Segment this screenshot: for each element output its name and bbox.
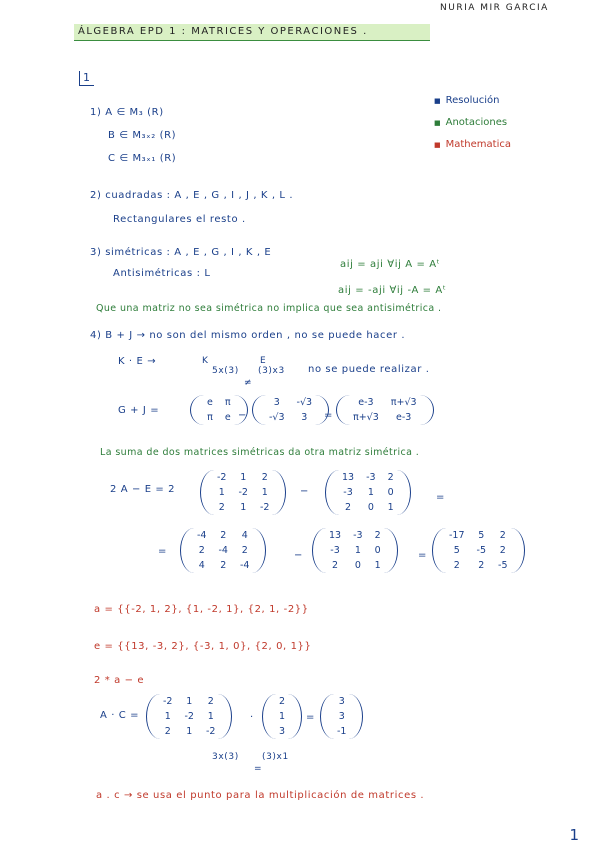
answer-4b: K · E → [118, 356, 157, 367]
matrix-cell: 2 [220, 530, 227, 541]
matrix-cell: -3 [353, 530, 363, 541]
dim-eq: = [254, 764, 263, 774]
note-dot-product: a . c → se usa el punto para la multiplicación de matrices . [96, 790, 425, 801]
matrix-cell: 2 [387, 472, 394, 483]
legend-label: Resolución [445, 95, 500, 106]
matrix-cell: -2 [163, 696, 173, 707]
matrix-cell: 1 [279, 711, 286, 722]
matrix-cell: e-3 [358, 397, 374, 408]
matrix-cell: 3 [279, 726, 286, 737]
matrix-cell: 1 [387, 502, 394, 513]
minus-sign: − [300, 486, 309, 497]
matrix-cell: 3 [338, 696, 345, 707]
matrix-j [252, 395, 329, 425]
matrix-cell: 1 [240, 472, 247, 483]
matrix-cell: -2 [259, 502, 270, 513]
answer-2b: Rectangulares el resto . [113, 214, 246, 225]
gj-label: G + J = [118, 405, 160, 416]
matrix-cell: 2 [345, 502, 352, 513]
dim-neq: ≠ [244, 378, 253, 388]
matrix-cell: 2 [279, 696, 286, 707]
matrix-cell: 1 [374, 560, 381, 571]
matrix-cell: π+√3 [353, 412, 379, 423]
matrix-cell: -2 [238, 487, 248, 498]
page-number: 1 [569, 826, 579, 844]
matrix-cell: 1 [218, 487, 225, 498]
matrix-cell: -3 [330, 545, 340, 556]
matrix-cell: π [224, 397, 231, 408]
matrix-cell: 2 [332, 560, 339, 571]
exercise-number: 1 [83, 71, 91, 84]
matrix-cell: -2 [184, 711, 194, 722]
matrix-cell: 1 [240, 502, 247, 513]
matrix-a-3 [146, 694, 232, 739]
equals-sign: = [436, 492, 445, 503]
equals-sign: = [306, 712, 315, 723]
dim-e: E [260, 356, 267, 366]
matrix-cell: 5 [453, 545, 460, 556]
legend-bullet-icon: ■ [434, 119, 441, 127]
matrix-e-2 [312, 528, 398, 573]
legend-item [434, 90, 511, 112]
matrix-cell: e [224, 412, 231, 423]
matrix-cell: π [207, 412, 213, 423]
matrix-cell: 3 [301, 412, 308, 423]
ac-label: A · C = [100, 710, 140, 721]
matrix-e [325, 470, 411, 515]
matrix-cell: 0 [374, 545, 381, 556]
matrix-cell: -4 [239, 560, 250, 571]
matrix-cell: e-3 [396, 412, 412, 423]
legend-bullet-icon: ■ [434, 97, 441, 105]
matrix-cell: 2 [374, 530, 381, 541]
matrix-cell: -5 [476, 545, 487, 556]
matrix-cell: 2 [241, 545, 248, 556]
expr-2a-e: 2 A − E = 2 [110, 484, 176, 495]
dim-e-order: (3)x3 [258, 366, 285, 376]
matrix-a [200, 470, 286, 515]
equals-sign: = [158, 546, 167, 557]
matrix-cell: 2 [499, 530, 506, 541]
matrix-c [262, 694, 302, 739]
page-title: ÁLGEBRA EPD 1 : MATRICES Y OPERACIONES . [78, 26, 368, 37]
answer-1b: B ∈ M₃ₓ₂ (R) [108, 130, 177, 141]
matrix-cell: -3 [366, 472, 376, 483]
legend-item [434, 134, 511, 156]
matrix-cell: 3 [338, 711, 345, 722]
matrix-2a [180, 528, 266, 573]
matrix-cell: 2 [198, 545, 205, 556]
matrix-cell: 0 [387, 487, 394, 498]
author-name: NURIA MIR GARCIA [440, 3, 549, 13]
matrix-cell: 0 [367, 502, 374, 513]
matrix-cell: -4 [197, 530, 207, 541]
matrix-cell: 1 [367, 487, 374, 498]
answer-2a: 2) cuadradas : A , E , G , I , J , K , L . [90, 190, 294, 201]
matrix-cell: 2 [220, 560, 227, 571]
legend-bullet-icon: ■ [434, 141, 441, 149]
answer-1a: 1) A ∈ M₃ (R) [90, 107, 164, 118]
matrix-cell: -2 [217, 472, 227, 483]
matrix-cell: -3 [343, 487, 353, 498]
mathematica-a: a = {{-2, 1, 2}, {1, -2, 1}, {2, 1, -2}} [94, 604, 309, 615]
matrix-cell: -√3 [269, 412, 285, 423]
matrix-cell: -5 [498, 560, 508, 571]
matrix-cell: 1 [164, 711, 171, 722]
matrix-cell: -2 [205, 726, 216, 737]
matrix-cell: 2 [218, 502, 225, 513]
matrix-cell: 2 [261, 472, 268, 483]
dot-sign: · [250, 712, 254, 723]
minus-sign: − [294, 550, 303, 561]
matrix-cell: 3 [273, 397, 280, 408]
legend-label: Anotaciones [445, 117, 508, 128]
matrix-cell: e [207, 397, 213, 408]
matrix-cell: 5 [478, 530, 485, 541]
note-symmetric: aij = aji ∀ij A = Aᵗ [340, 259, 441, 270]
dim-k-order: 5x(3) [212, 366, 239, 376]
matrix-cell: 13 [329, 530, 342, 541]
matrix-gj [336, 395, 434, 425]
color-legend [434, 90, 511, 156]
answer-3a: 3) simétricas : A , E , G , I , K , E [90, 247, 272, 258]
answer-4a: 4) B + J → no son del mismo orden , no se puede hacer . [90, 330, 406, 341]
matrix-result [432, 528, 525, 573]
matrix-cell: 13 [342, 472, 355, 483]
answer-3b: Antisimétricas : L [113, 268, 211, 279]
matrix-cell: 1 [354, 545, 361, 556]
matrix-cell: 2 [478, 560, 485, 571]
equals-sign: = [418, 550, 427, 561]
matrix-cell: 2 [207, 696, 214, 707]
minus-sign: − [238, 410, 247, 421]
dim-k: K [202, 356, 209, 366]
answer-1c: C ∈ M₃ₓ₁ (R) [108, 153, 177, 164]
matrix-cell: -1 [337, 726, 347, 737]
note-sum: La suma de dos matrices simétricas da otra matriz simétrica . [100, 447, 420, 458]
legend-item [434, 112, 511, 134]
matrix-cell: -17 [449, 530, 465, 541]
matrix-cell: π+√3 [390, 397, 417, 408]
note-antisymmetric: aij = -aji ∀ij -A = Aᵗ [338, 285, 447, 296]
answer-4c: no se puede realizar . [308, 364, 430, 375]
matrix-cell: 2 [499, 545, 506, 556]
matrix-cell: 1 [186, 696, 193, 707]
matrix-cell: 1 [261, 487, 268, 498]
matrix-cell: 4 [198, 560, 205, 571]
matrix-cell: 4 [241, 530, 248, 541]
matrix-cell: 1 [207, 711, 214, 722]
equals-sign: = [324, 410, 333, 421]
note-implication: Que una matriz no sea simétrica no implica que sea antisimétrica . [96, 303, 442, 314]
matrix-cell: 0 [354, 560, 361, 571]
matrix-cell: -√3 [296, 397, 313, 408]
dim-c: (3)x1 [262, 752, 289, 762]
mathematica-e: e = {{13, -3, 2}, {-3, 1, 0}, {2, 0, 1}} [94, 641, 312, 652]
mathematica-op: 2 * a − e [94, 675, 145, 686]
matrix-cell: 2 [453, 560, 460, 571]
matrix-cell: -4 [218, 545, 228, 556]
matrix-cell: 1 [186, 726, 193, 737]
matrix-cell: 2 [164, 726, 171, 737]
legend-label: Mathematica [445, 139, 511, 150]
matrix-ac [320, 694, 363, 739]
dim-a: 3x(3) [212, 752, 239, 762]
